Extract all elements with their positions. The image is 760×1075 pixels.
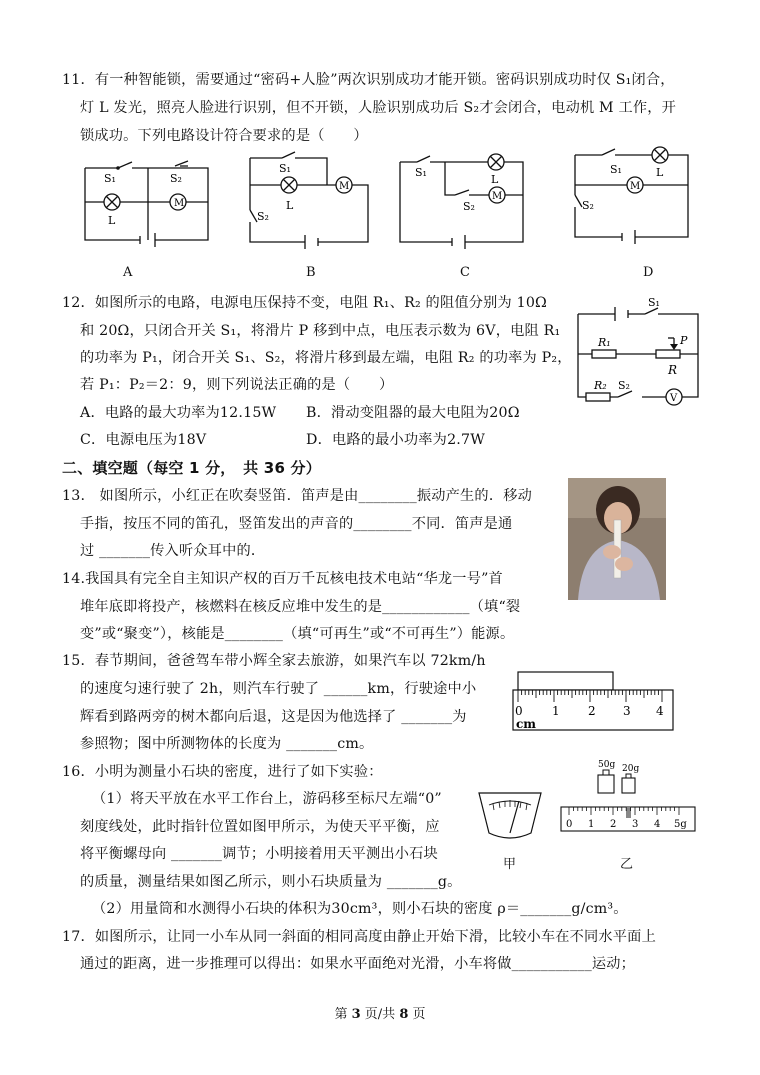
circuit-a-s2-label: S₂ bbox=[170, 172, 182, 185]
ruler-figure bbox=[508, 664, 678, 732]
q12-option-a: A．电路的最大功率为12.15W bbox=[80, 405, 277, 421]
scale-tick-2: 2 bbox=[610, 819, 617, 830]
weight-50g-label: 50g bbox=[598, 760, 616, 770]
q12-voltmeter-label: V bbox=[670, 393, 678, 404]
q11-line-1: 11．有一种智能锁，需要通过“密码+人脸”两次识别成功才能开锁。密码识别成功时仅 S₁闭合， bbox=[62, 72, 675, 88]
circuit-b-motor-label: M bbox=[339, 181, 350, 192]
circuit-a-s1-label: S₁ bbox=[104, 172, 116, 185]
circuit-a-motor-label: M bbox=[174, 198, 185, 209]
q12-option-d: D．电路的最小功率为2.7W bbox=[306, 432, 486, 448]
q12-p-label: P bbox=[680, 334, 688, 347]
circuit-d-lamp-label: L bbox=[656, 166, 664, 179]
q13-line-2: 手指，按压不同的笛孔，竖笛发出的声音的________不同．笛声是通 bbox=[80, 516, 513, 532]
q12-circuit-diagram bbox=[570, 292, 705, 412]
footer-mid: 页/共 bbox=[360, 1007, 400, 1022]
q12-r2-label: R₂ bbox=[594, 379, 607, 392]
scale-tick-0: 0 bbox=[566, 819, 573, 830]
q17-line-2: 通过的距离，进一步推理可以得出：如果水平面绝对光滑，小车将做___________运动； bbox=[80, 956, 636, 972]
circuit-c-diagram bbox=[395, 150, 530, 250]
circuit-b-s2-label: S₂ bbox=[257, 210, 269, 223]
balance-pointer-figure bbox=[475, 785, 545, 845]
option-d-label: D bbox=[643, 265, 654, 280]
q12-r-label: R bbox=[668, 363, 678, 377]
q16-line-1: 16．小明为测量小石块的密度，进行了如下实验： bbox=[62, 764, 383, 780]
weight-20g-label: 20g bbox=[622, 764, 640, 774]
q16-line-5: 的质量，测量结果如图乙所示，则小石块质量为 _______g。 bbox=[80, 874, 462, 890]
scale-tick-5g: 5g bbox=[674, 819, 687, 830]
q12-line-4: 若 P₁：P₂＝2：9，则下列说法正确的是（ ） bbox=[80, 377, 394, 393]
circuit-c-s2-label: S₂ bbox=[463, 200, 475, 213]
fig-yi-label: 乙 bbox=[620, 857, 634, 872]
q12-s2-label: S₂ bbox=[618, 379, 630, 392]
ruler-tick-1: 1 bbox=[552, 704, 560, 718]
q14-line-2: 堆年底即将投产，核燃料在核反应堆中发生的是____________（填“裂 bbox=[80, 599, 521, 615]
circuit-b-diagram bbox=[245, 150, 375, 250]
q15-line-1: 15．春节期间，爸爸驾车带小辉全家去旅游，如果汽车以 72km/h bbox=[62, 653, 486, 669]
option-b-label: B bbox=[306, 265, 316, 280]
ruler-tick-2: 2 bbox=[588, 704, 596, 718]
fig-jia-label: 甲 bbox=[503, 857, 517, 872]
scale-tick-1: 1 bbox=[588, 819, 595, 830]
option-a-label: A bbox=[123, 265, 133, 280]
q12-s1-label: S₁ bbox=[648, 296, 660, 309]
ruler-tick-4: 4 bbox=[656, 704, 664, 718]
q13-line-1: 13. 如图所示，小红正在吹奏竖笛．笛声是由________振动产生的．移动 bbox=[62, 488, 532, 504]
circuit-d-s1-label: S₁ bbox=[610, 163, 622, 176]
footer-prefix: 第 bbox=[334, 1007, 352, 1022]
option-c-label: C bbox=[460, 265, 470, 280]
circuit-b-s1-label: S₁ bbox=[279, 162, 291, 175]
q15-line-2: 的速度匀速行驶了 2h，则汽车行驶了 ______km，行驶途中小 bbox=[80, 681, 477, 697]
q13-line-3: 过 _______传入听众耳中的． bbox=[80, 543, 266, 559]
q16-line-4: 将平衡螺母向 _______调节；小明接着用天平测出小石块 bbox=[80, 846, 438, 862]
footer-total-pages: 8 bbox=[399, 1007, 409, 1022]
q12-r1-label: R₁ bbox=[598, 336, 611, 349]
q12-option-b: B．滑动变阻器的最大电阻为20Ω bbox=[306, 405, 520, 421]
circuit-a-diagram bbox=[80, 158, 215, 248]
ruler-tick-3: 3 bbox=[623, 704, 631, 718]
scale-tick-3: 3 bbox=[632, 819, 639, 830]
q12-line-3: 的功率为 P₁，闭合开关 S₁、S₂，将滑片移到最左端，电阻 R₂ 的功率为 P₂， bbox=[80, 350, 572, 366]
circuit-d-s2-label: S₂ bbox=[582, 199, 594, 212]
q16-line-2: （1）将天平放在水平工作台上，游码移至标尺左端“0” bbox=[92, 791, 442, 807]
q14-line-1: 14.我国具有完全自主知识产权的百万千瓦核电技术电站“华龙一号”首 bbox=[62, 571, 503, 587]
footer-suffix: 页 bbox=[408, 1007, 426, 1022]
circuit-d-motor-label: M bbox=[630, 181, 641, 192]
circuit-a-lamp-label: L bbox=[108, 214, 116, 227]
footer-page-number: 3 bbox=[351, 1007, 361, 1022]
q11-line-2: 灯 L 发光，照亮人脸进行识别，但不开锁，人脸识别成功后 S₂才会闭合，电动机 M 工作，开 bbox=[80, 100, 677, 116]
weights-and-scale-figure bbox=[558, 755, 698, 835]
circuit-b-lamp-label: L bbox=[286, 199, 294, 212]
page-footer bbox=[0, 1003, 760, 1022]
circuit-c-lamp-label: L bbox=[491, 173, 499, 186]
q16-line-6: （2）用量筒和水测得小石块的体积为30cm³，则小石块的密度 ρ＝_______g/cm³。 bbox=[92, 901, 628, 917]
section-2-title: 二、填空题（每空 1 分， 共 36 分） bbox=[62, 459, 321, 477]
girl-playing-recorder-photo bbox=[568, 478, 666, 600]
circuit-c-motor-label: M bbox=[492, 191, 503, 202]
q15-line-3: 辉看到路两旁的树木都向后退，这是因为他选择了 _______为 bbox=[80, 709, 467, 725]
scale-tick-4: 4 bbox=[654, 819, 661, 830]
ruler-unit: cm bbox=[516, 717, 537, 731]
q15-line-4: 参照物；图中所测物体的长度为 _______cm。 bbox=[80, 736, 374, 752]
q12-line-2: 和 20Ω，只闭合开关 S₁，将滑片 P 移到中点，电压表示数为 6V，电阻 R₁ bbox=[80, 323, 561, 339]
q12-option-c: C．电源电压为18V bbox=[80, 432, 207, 448]
ruler-tick-0: 0 bbox=[515, 704, 523, 718]
q14-line-3: 变”或“聚变”），核能是________（填“可再生”或“不可再生”）能源。 bbox=[80, 626, 515, 642]
q16-line-3: 刻度线处，此时指针位置如图甲所示，为使天平平衡，应 bbox=[80, 819, 440, 835]
q17-line-1: 17．如图所示，让同一小车从同一斜面的相同高度由静止开始下滑，比较小车在不同水平面上 bbox=[62, 929, 656, 945]
circuit-d-diagram bbox=[570, 145, 695, 245]
q12-line-1: 12．如图所示的电路，电源电压保持不变，电阻 R₁、R₂ 的阻值分别为 10Ω bbox=[62, 295, 548, 311]
circuit-c-s1-label: S₁ bbox=[415, 166, 427, 179]
q11-line-3: 锁成功。下列电路设计符合要求的是（ ） bbox=[80, 128, 368, 144]
